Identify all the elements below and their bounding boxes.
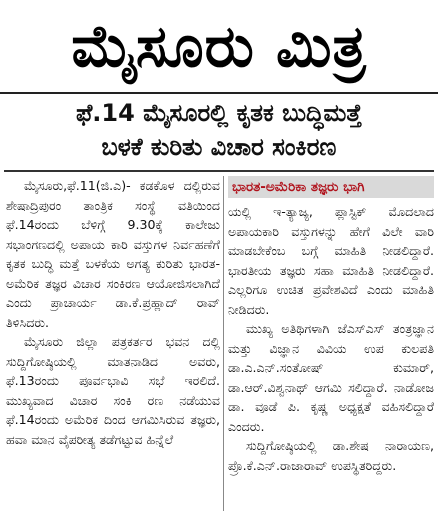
column-divider [223,176,224,511]
article-paragraph: ಮುಖ್ಯ ಅತಿಥಿಗಳಾಗಿ ಜೆಎಸ್‌ಎಸ್ ತಂತ್ರಜ್ಞಾನ ಮತ್ತು ವಿಜ್ಞಾನ ವಿವಿಯ ಉಪ ಕುಲಪತಿ ಡಾ.ಎ.ಎನ್.ಸಂತೋಷ್ ಕುಮಾರ್, ಡಾ.ಆರ್.ವಿಶ್ವನಾಥ್ ಆಗಮಿ ಸಲಿದ್ದಾರೆ. ನಾಡೋಜ ಡಾ. ವೂಡೆ ಪಿ. ಕೃಷ್ಣ ಅಧ್ಯಕ್ಷತೆ ವಹಿಸಲಿದ್ದಾರೆ ಎಂದರು. [228,321,434,434]
article-headline [0,96,438,168]
headline-line-1: ಫೆ.14 ಮೈಸೂರಲ್ಲಿ ಕೃತಕ ಬುದ್ಧಿಮತ್ತೆ [75,99,363,127]
headline-divider [4,170,434,172]
article-paragraph: ಮೈಸೂರು ಜಿಲ್ಲಾ ಪತ್ರಕರ್ತರ ಭವನ ದಲ್ಲಿ ಸುದ್ದಿಗೋಷ್ಠಿಯಲ್ಲಿ ಮಾತನಾಡಿದ ಅವರು, ಫೆ.13ರಂದು ಪೂರ್ವಭಾವಿ ಸಭೆ ಇರಲಿದೆ. ಮುಖ್ಯವಾದ ವಿಚಾರ ಸಂಕಿ ರಣ ನಡೆಯುವ ಫೆ.14ರಂದು ಅಮೆರಿಕ ದಿಂದ ಆಗಮಿಸಿರುವ ತಜ್ಞರು, ಹವಾ ಮಾನ ವೈಪರೀತ್ಯ ತಡೆಗಟ್ಟುವ ಹಿನ್ನೆಲೆ [6,334,220,447]
headline-line-2: ಬಳಕೆ ಕುರಿತು ವಿಚಾರ ಸಂಕಿರಣ [101,133,337,161]
article-paragraph: ಯಲ್ಲಿ ಇ-ತ್ಯಾಜ್ಯ, ಪ್ಲಾಸ್ಟಿಕ್ ಮೊದಲಾದ ಅಪಾಯಕಾರಿ ವಸ್ತುಗಳನ್ನು ಹೇಗೆ ವಿಲೇ ವಾರಿ ಮಾಡಬೇಕೆಂಬ ಬಗ್ಗೆ ಮಾಹಿತಿ ನೀಡಲಿದ್ದಾರೆ. ಭಾರತೀಯ ತಜ್ಞರು ಸಹಾ ಮಾಹಿತಿ ನೀಡಲಿದ್ದಾರೆ. ಎಲ್ಲರಿಗೂ ಉಚಿತ ಪ್ರವೇಶವಿದೆ ಎಂದು ಮಾಹಿತಿ ನೀಡಿದರು. [228,204,434,317]
article-column-left [6,176,220,511]
article-paragraph: ಮೈಸೂರು,ಫೆ.11(ಜಿ.ಎ)- ಕಡಕೊಳ ದಲ್ಲಿರುವ ಶೇಷಾದ್ರಿಪುರಂ ತಾಂತ್ರಿಕ ಸಂಸ್ಥೆ ವತಿಯಿಂದ ಫೆ.14ರಂದು ಬೆಳಿಗ್ಗೆ 9.30ಕ್ಕೆ ಕಾಲೇಜು ಸಭಾಂಗಣದಲ್ಲಿ ಅಪಾಯ ಕಾರಿ ವಸ್ತುಗಳ ನಿರ್ವಹಣೆಗೆ ಕೃತಕ ಬುದ್ಧಿ ಮತ್ತೆ ಬಳಕೆಯ ಅಗತ್ಯ ಕುರಿತು ಭಾರತ-ಅಮೆರಿಕ ತಜ್ಞರ ವಿಚಾರ ಸಂಕಿರಣ ಆಯೋಜಿಸಲಾಗಿದೆ ಎಂದು ಪ್ರಾಚಾರ್ಯ ಡಾ.ಕೆ.ಪ್ರಹ್ಲಾದ್ ರಾವ್ ತಿಳಿಸಿದರು. [6,178,220,330]
article-paragraph: ಸುದ್ದಿಗೋಷ್ಠಿಯಲ್ಲಿ ಡಾ.ಶೇಷ ನಾರಾಯಣ, ಪ್ರೊ.ಕೆ.ಎನ್.ರಾಜಾರಾವ್ ಉಪಸ್ಥಿತರಿದ್ದರು. [228,438,434,473]
newspaper-masthead [0,0,438,94]
newspaper-title: ಮೈಸೂರು ಮಿತ್ರ [71,12,367,80]
article-subhead: ಭಾರತ-ಅಮೆರಿಕಾ ತಜ್ಞರು ಭಾಗಿ [228,176,434,198]
article-column-right [228,176,434,511]
